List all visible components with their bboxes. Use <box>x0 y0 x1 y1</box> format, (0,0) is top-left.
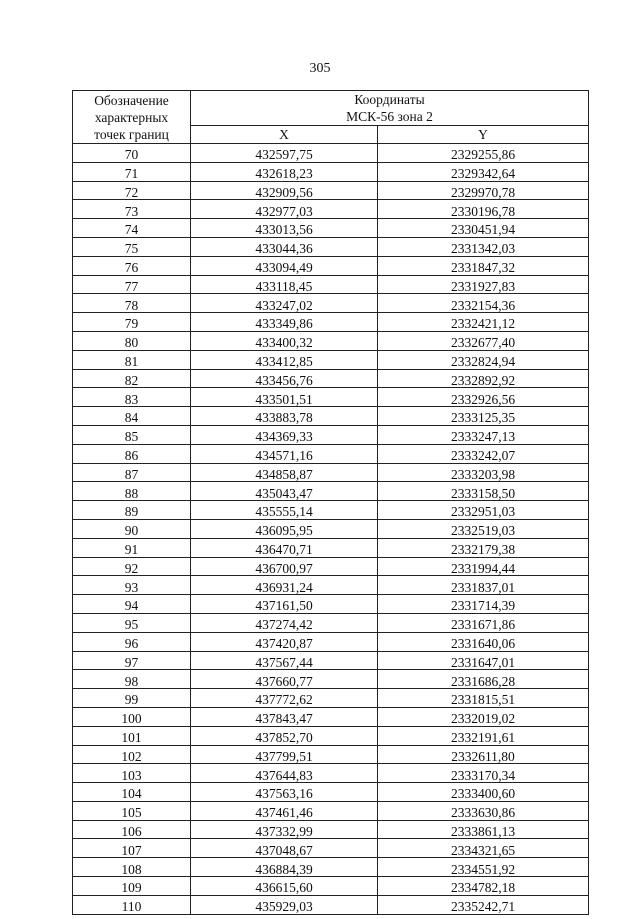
point-cell: 105 <box>73 801 191 820</box>
table-row <box>73 632 589 651</box>
x-cell: 437799,51 <box>191 745 378 764</box>
point-label-line-2: характерных <box>94 109 169 125</box>
x-cell: 433118,45 <box>191 275 378 294</box>
point-cell: 77 <box>73 275 191 294</box>
point-label-line-3: точек границ <box>94 126 169 142</box>
table-body <box>73 144 589 915</box>
table-row <box>73 839 589 858</box>
y-cell: 2332019,02 <box>378 707 589 726</box>
y-cell: 2331686,28 <box>378 670 589 689</box>
x-cell: 433247,02 <box>191 294 378 313</box>
point-cell: 71 <box>73 162 191 181</box>
y-cell: 2331837,01 <box>378 576 589 595</box>
x-cell: 437660,77 <box>191 670 378 689</box>
y-cell: 2333400,60 <box>378 783 589 802</box>
point-cell: 90 <box>73 519 191 538</box>
y-cell: 2333242,07 <box>378 444 589 463</box>
y-cell: 2335242,71 <box>378 895 589 914</box>
point-cell: 85 <box>73 425 191 444</box>
table-row <box>73 501 589 520</box>
x-cell: 437461,46 <box>191 801 378 820</box>
table-row <box>73 181 589 200</box>
y-cell: 2332677,40 <box>378 331 589 350</box>
y-cell: 2332519,03 <box>378 519 589 538</box>
table-row <box>73 162 589 181</box>
coordinates-table <box>72 90 589 915</box>
x-cell: 437563,16 <box>191 783 378 802</box>
table-row <box>73 425 589 444</box>
point-cell: 82 <box>73 369 191 388</box>
point-cell: 102 <box>73 745 191 764</box>
table-row <box>73 576 589 595</box>
table-header <box>73 91 589 144</box>
x-cell: 437161,50 <box>191 595 378 614</box>
point-cell: 84 <box>73 407 191 426</box>
point-label-header <box>73 91 191 144</box>
point-cell: 104 <box>73 783 191 802</box>
point-cell: 100 <box>73 707 191 726</box>
table-row <box>73 294 589 313</box>
table-row <box>73 275 589 294</box>
x-cell: 433456,76 <box>191 369 378 388</box>
table-row <box>73 482 589 501</box>
y-cell: 2331994,44 <box>378 557 589 576</box>
table-row <box>73 613 589 632</box>
x-cell: 433013,56 <box>191 219 378 238</box>
point-cell: 74 <box>73 219 191 238</box>
table-row <box>73 519 589 538</box>
table-row <box>73 745 589 764</box>
point-cell: 83 <box>73 388 191 407</box>
point-cell: 110 <box>73 895 191 914</box>
table-row <box>73 463 589 482</box>
x-column-header: X <box>191 126 378 144</box>
y-cell: 2333203,98 <box>378 463 589 482</box>
coordinates-title: Координаты <box>354 92 425 107</box>
table-row <box>73 707 589 726</box>
table-row <box>73 858 589 877</box>
x-cell: 435555,14 <box>191 501 378 520</box>
point-cell: 96 <box>73 632 191 651</box>
y-cell: 2332421,12 <box>378 313 589 332</box>
table-row <box>73 256 589 275</box>
table-row <box>73 237 589 256</box>
y-cell: 2331815,51 <box>378 689 589 708</box>
x-cell: 435929,03 <box>191 895 378 914</box>
table-row <box>73 144 589 163</box>
point-cell: 91 <box>73 538 191 557</box>
table-row <box>73 895 589 914</box>
y-cell: 2333861,13 <box>378 820 589 839</box>
y-cell: 2332926,56 <box>378 388 589 407</box>
x-cell: 436931,24 <box>191 576 378 595</box>
page-number: 305 <box>309 61 331 76</box>
y-cell: 2333630,86 <box>378 801 589 820</box>
table-row <box>73 670 589 689</box>
x-cell: 434571,16 <box>191 444 378 463</box>
table-row <box>73 726 589 745</box>
x-cell: 437048,67 <box>191 839 378 858</box>
x-cell: 437274,42 <box>191 613 378 632</box>
y-cell: 2333170,34 <box>378 764 589 783</box>
x-cell: 436700,97 <box>191 557 378 576</box>
y-cell: 2334782,18 <box>378 877 589 896</box>
point-cell: 89 <box>73 501 191 520</box>
point-cell: 73 <box>73 200 191 219</box>
x-cell: 437843,47 <box>191 707 378 726</box>
y-cell: 2330196,78 <box>378 200 589 219</box>
x-cell: 433883,78 <box>191 407 378 426</box>
y-cell: 2331647,01 <box>378 651 589 670</box>
table-row <box>73 219 589 238</box>
table-row <box>73 557 589 576</box>
table-row <box>73 444 589 463</box>
table-row <box>73 369 589 388</box>
point-cell: 80 <box>73 331 191 350</box>
x-cell: 432909,56 <box>191 181 378 200</box>
y-cell: 2334551,92 <box>378 858 589 877</box>
point-cell: 99 <box>73 689 191 708</box>
y-cell: 2332892,92 <box>378 369 589 388</box>
y-cell: 2330451,94 <box>378 219 589 238</box>
table-row <box>73 595 589 614</box>
y-cell: 2332154,36 <box>378 294 589 313</box>
table-row <box>73 388 589 407</box>
table-row <box>73 820 589 839</box>
point-cell: 86 <box>73 444 191 463</box>
point-cell: 97 <box>73 651 191 670</box>
y-cell: 2329970,78 <box>378 181 589 200</box>
x-cell: 433094,49 <box>191 256 378 275</box>
x-cell: 436095,95 <box>191 519 378 538</box>
x-cell: 436884,39 <box>191 858 378 877</box>
y-cell: 2331714,39 <box>378 595 589 614</box>
table-row <box>73 651 589 670</box>
point-cell: 103 <box>73 764 191 783</box>
point-cell: 78 <box>73 294 191 313</box>
x-cell: 434369,33 <box>191 425 378 444</box>
point-cell: 93 <box>73 576 191 595</box>
point-cell: 109 <box>73 877 191 896</box>
y-cell: 2333247,13 <box>378 425 589 444</box>
x-cell: 432977,03 <box>191 200 378 219</box>
y-cell: 2333125,35 <box>378 407 589 426</box>
table-row <box>73 877 589 896</box>
x-cell: 437420,87 <box>191 632 378 651</box>
x-cell: 437644,83 <box>191 764 378 783</box>
y-cell: 2331671,86 <box>378 613 589 632</box>
point-cell: 72 <box>73 181 191 200</box>
y-cell: 2333158,50 <box>378 482 589 501</box>
table-row <box>73 200 589 219</box>
x-cell: 432618,23 <box>191 162 378 181</box>
x-cell: 433501,51 <box>191 388 378 407</box>
y-cell: 2332611,80 <box>378 745 589 764</box>
point-cell: 95 <box>73 613 191 632</box>
table-row <box>73 350 589 369</box>
x-cell: 436615,60 <box>191 877 378 896</box>
point-cell: 76 <box>73 256 191 275</box>
x-cell: 437772,62 <box>191 689 378 708</box>
x-cell: 437852,70 <box>191 726 378 745</box>
table-row <box>73 689 589 708</box>
table-row <box>73 331 589 350</box>
y-cell: 2331640,06 <box>378 632 589 651</box>
x-cell: 436470,71 <box>191 538 378 557</box>
y-cell: 2332951,03 <box>378 501 589 520</box>
x-cell: 432597,75 <box>191 144 378 163</box>
coordinate-system: МСК-56 зона 2 <box>346 109 433 124</box>
point-cell: 87 <box>73 463 191 482</box>
y-cell: 2332824,94 <box>378 350 589 369</box>
table-row <box>73 538 589 557</box>
y-cell: 2331847,32 <box>378 256 589 275</box>
point-cell: 88 <box>73 482 191 501</box>
point-cell: 92 <box>73 557 191 576</box>
point-cell: 79 <box>73 313 191 332</box>
x-cell: 437332,99 <box>191 820 378 839</box>
x-cell: 433412,85 <box>191 350 378 369</box>
x-cell: 433044,36 <box>191 237 378 256</box>
point-cell: 75 <box>73 237 191 256</box>
coordinates-header <box>191 91 589 126</box>
x-cell: 433349,86 <box>191 313 378 332</box>
table-row <box>73 407 589 426</box>
y-cell: 2332191,61 <box>378 726 589 745</box>
point-cell: 108 <box>73 858 191 877</box>
y-column-header: Y <box>378 126 589 144</box>
y-cell: 2332179,38 <box>378 538 589 557</box>
table-row <box>73 783 589 802</box>
point-cell: 107 <box>73 839 191 858</box>
x-cell: 433400,32 <box>191 331 378 350</box>
point-cell: 106 <box>73 820 191 839</box>
point-cell: 94 <box>73 595 191 614</box>
y-cell: 2329255,86 <box>378 144 589 163</box>
y-cell: 2334321,65 <box>378 839 589 858</box>
y-cell: 2329342,64 <box>378 162 589 181</box>
point-cell: 81 <box>73 350 191 369</box>
x-cell: 434858,87 <box>191 463 378 482</box>
y-cell: 2331342,03 <box>378 237 589 256</box>
table-row <box>73 313 589 332</box>
point-cell: 101 <box>73 726 191 745</box>
x-cell: 435043,47 <box>191 482 378 501</box>
table-row <box>73 764 589 783</box>
point-cell: 98 <box>73 670 191 689</box>
x-cell: 437567,44 <box>191 651 378 670</box>
point-label-line-1: Обозначение <box>94 92 169 108</box>
y-cell: 2331927,83 <box>378 275 589 294</box>
point-cell: 70 <box>73 144 191 163</box>
table-row <box>73 801 589 820</box>
